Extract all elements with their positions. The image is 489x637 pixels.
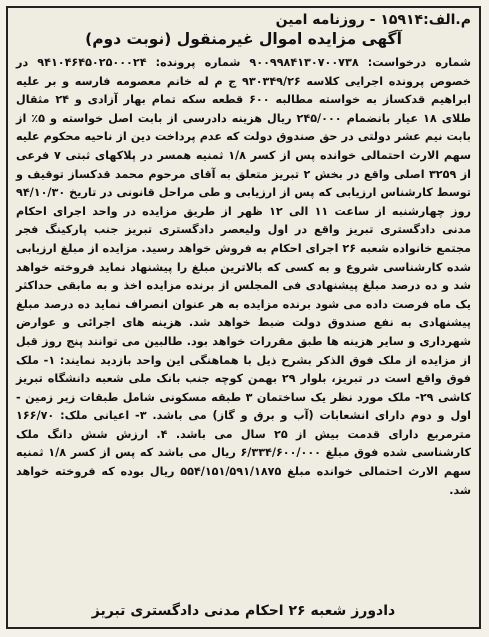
notice-body (16, 54, 471, 500)
legal-notice (6, 6, 481, 629)
notice-paragraph: شماره درخواست: ۹۰۰۹۹۸۴۱۳۰۷۰۰۷۳۸ شماره پرونده: ۹۴۱۰۴۶۴۵۰۲۵۰۰۰۲۴ در خصوص پرونده اجرایی کلاسه ۹۳۰۳۴۹/۲۶ ج م له خانم معصومه فارسه و بر علیه ابراهیم قدکساز به خواسته مطالبه ۶۰۰ قطعه سکه تمام بهار آزادی و ۲۴ مثقال طلای ۱۸ عیار بانضمام ۲۴۵/۰۰۰ ریال هزینه دادرسی از بابت اصل خواسته و ۵٪ از بابت نیم عشر دولتی در حق صندوق دولت که عدم پرداخت دین از ناحیه محکوم علیه سهم الارث احتمالی خوانده پس از کسر ۱/۸ ثمنیه همسر در پلاکهای ثبتی ۷ فرعی از ۳۲۵۹ اصلی واقع در بخش ۲ تبریز متعلق به آقای مرحوم محمد قدکساز توقیف و توسط کارشناس ارزیابی که پس از ارزیابی و طی مراحل قانونی در تاریخ ۹۴/۱۰/۳۰ روز چهارشنبه از ساعت ۱۱ الی ۱۲ ظهر از طریق مزایده در واحد اجرای احکام مدنی دادگستری تبریز واقع در اول ولیعصر دادگستری تبریز جنب پارکینگ فجر مجتمع خانواده شعبه ۲۶ اجرای احکام به فروش خواهد رسید. مزایده از مبلغ ارزیابی شده کارشناسی شروع و به کسی که بالاترین مبلغ را پیشنهاد نماید فروخته خواهد شد و ده درصد مبلغ پیشنهادی فی المجلس از برنده مزایده اخذ و به مابقی حداکثر یک ماه فرصت داده می شود برنده مزایده به هر عنوان انصراف نماید ده درصد مبلغ پیشنهادی به نفع صندوق دولت ضبط خواهد شد. هزینه های اجرائی و عوارض شهرداری و سایر هزینه ها طبق مقررات خواهد بود. طالبین می توانند پنج روز قبل از مزایده از ملک فوق الذکر بشرح ذیل با هماهنگی این واحد بازدید نمایند: ۱- ملک فوق واقع است در تبریز، بلوار ۲۹ بهمن کوچه جنب بانک ملی شعبه دانشگاه تبریز کاشی ۲۹- ملک مورد نظر یک ساختمان ۳ طبقه مسکونی شامل طبقات زیر زمین - اول و دوم دارای انشعابات (آب و برق و گاز) می باشد. ۳- اعیانی ملک: ۱۶۶/۷۰ مترمربع دارای قدمت بیش از ۲۵ سال می باشد. ۴. ارزش شش دانگ ملک کارشناسی شده فوق مبلغ ۶/۳۳۴/۶۰۰/۰۰۰ ریال می باشد که پس از کسر ۱/۸ ثمنیه سهم الارث احتمالی خوانده مبلغ ۵۵۴/۱۵۱/۵۹۱/۱۸۷۵ ریال بوده که فروخته خواهد شد. (16, 56, 472, 497)
newspaper-reference: م.الف:۱۵۹۱۴ - روزنامه امین (275, 12, 471, 28)
notice-title: آگهی مزایده اموال غیرمنقول (نوبت دوم) (85, 30, 402, 48)
signature-line: دادورز شعبه ۲۶ احکام مدنی دادگستری تبریز (91, 603, 396, 619)
